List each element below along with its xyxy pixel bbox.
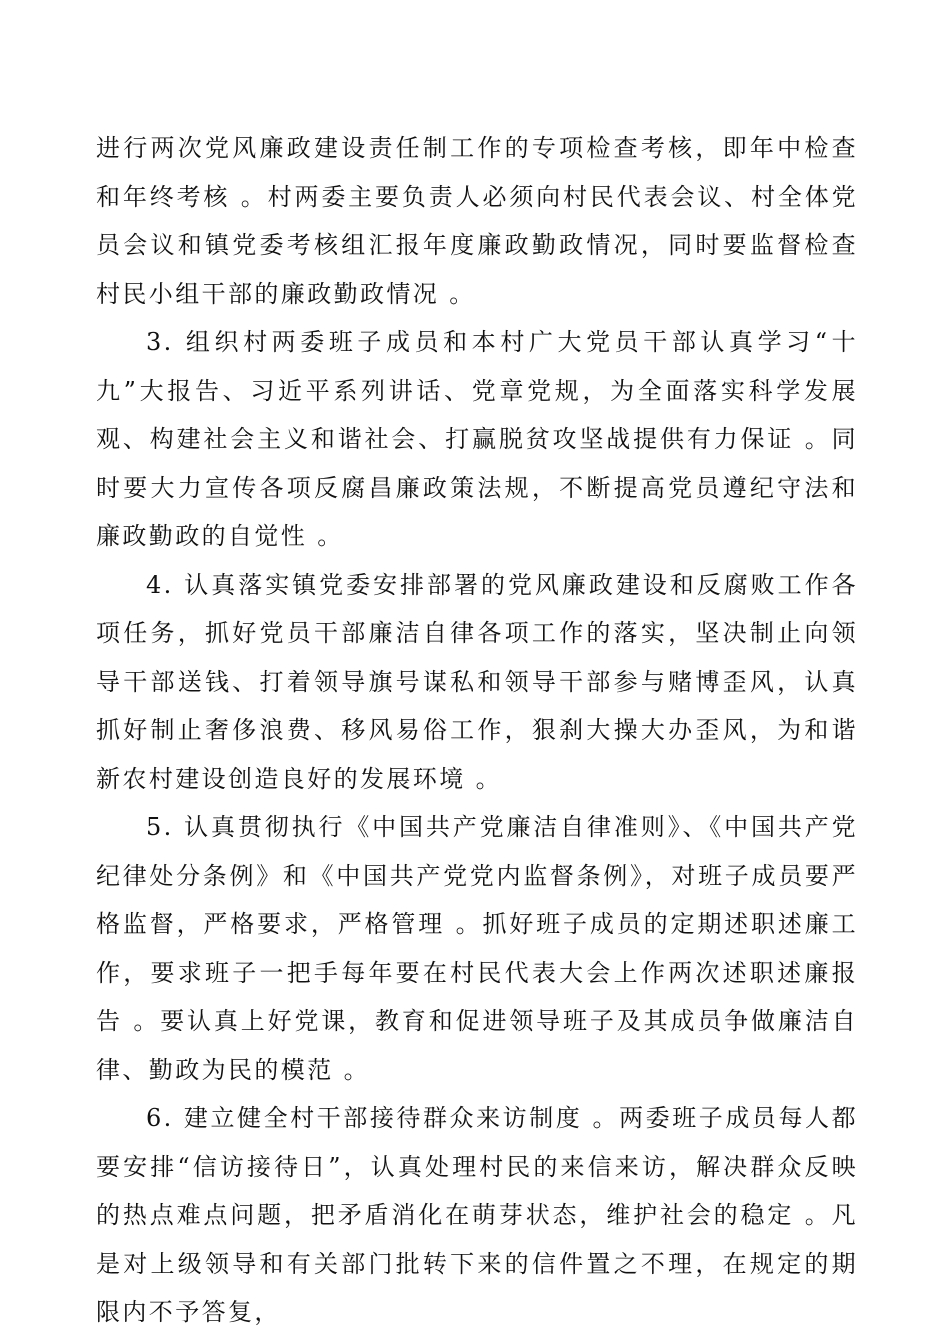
document-body xyxy=(96,124,858,1337)
paragraph-continuation: 进行两次党风廉政建设责任制工作的专项检查考核，即年中检查和年终考核 。村两委主要负责人必须向村民代表会议、村全体党员会议和镇党委考核组汇报年度廉政勤政情况，同时要监督检查村民小组干部的廉政勤政情况 。 xyxy=(96,134,858,308)
paragraph-item-5: 5. 认真贯彻执行《中国共产党廉洁自律准则》、《中国共产党纪律处分条例》和《中国共产党党内监督条例》，对班子成员要严格监督，严格要求，严格管理 。抓好班子成员的定期述职述廉工作，要求班子一把手每年要在村民代表大会上作两次述职述廉报告 。要认真上好党课，教育和促进领导班子及其成员争做廉洁自律、勤政为民的模范 。 xyxy=(96,813,858,1084)
paragraph-item-4: 4. 认真落实镇党委安排部署的党风廉政建设和反腐败工作各项任务，抓好党员干部廉洁自律各项工作的落实，坚决制止向领导干部送钱、打着领导旗号谋私和领导干部参与赌博歪风，认真抓好制止奢侈浪费、移风易俗工作，狠刹大操大办歪风，为和谐新农村建设创造良好的发展环境 。 xyxy=(96,570,858,793)
paragraph-item-3: 3. 组织村两委班子成员和本村广大党员干部认真学习“十九”大报告、习近平系列讲话、党章党规，为全面落实科学发展观、构建社会主义和谐社会、打赢脱贫攻坚战提供有力保证 。同时要大力宣传各项反腐昌廉政策法规，不断提高党员遵纪守法和廉政勤政的自觉性 。 xyxy=(96,328,858,550)
paragraph-item-6: 6. 建立健全村干部接待群众来访制度 。两委班子成员每人都要安排“信访接待日”，认真处理村民的来信来访，解决群众反映的热点难点问题，把矛盾消化在萌芽状态，维护社会的稳定 。凡是对上级领导和有关部门批转下来的信件置之不理，在规定的期限内不予答复， xyxy=(96,1104,858,1326)
